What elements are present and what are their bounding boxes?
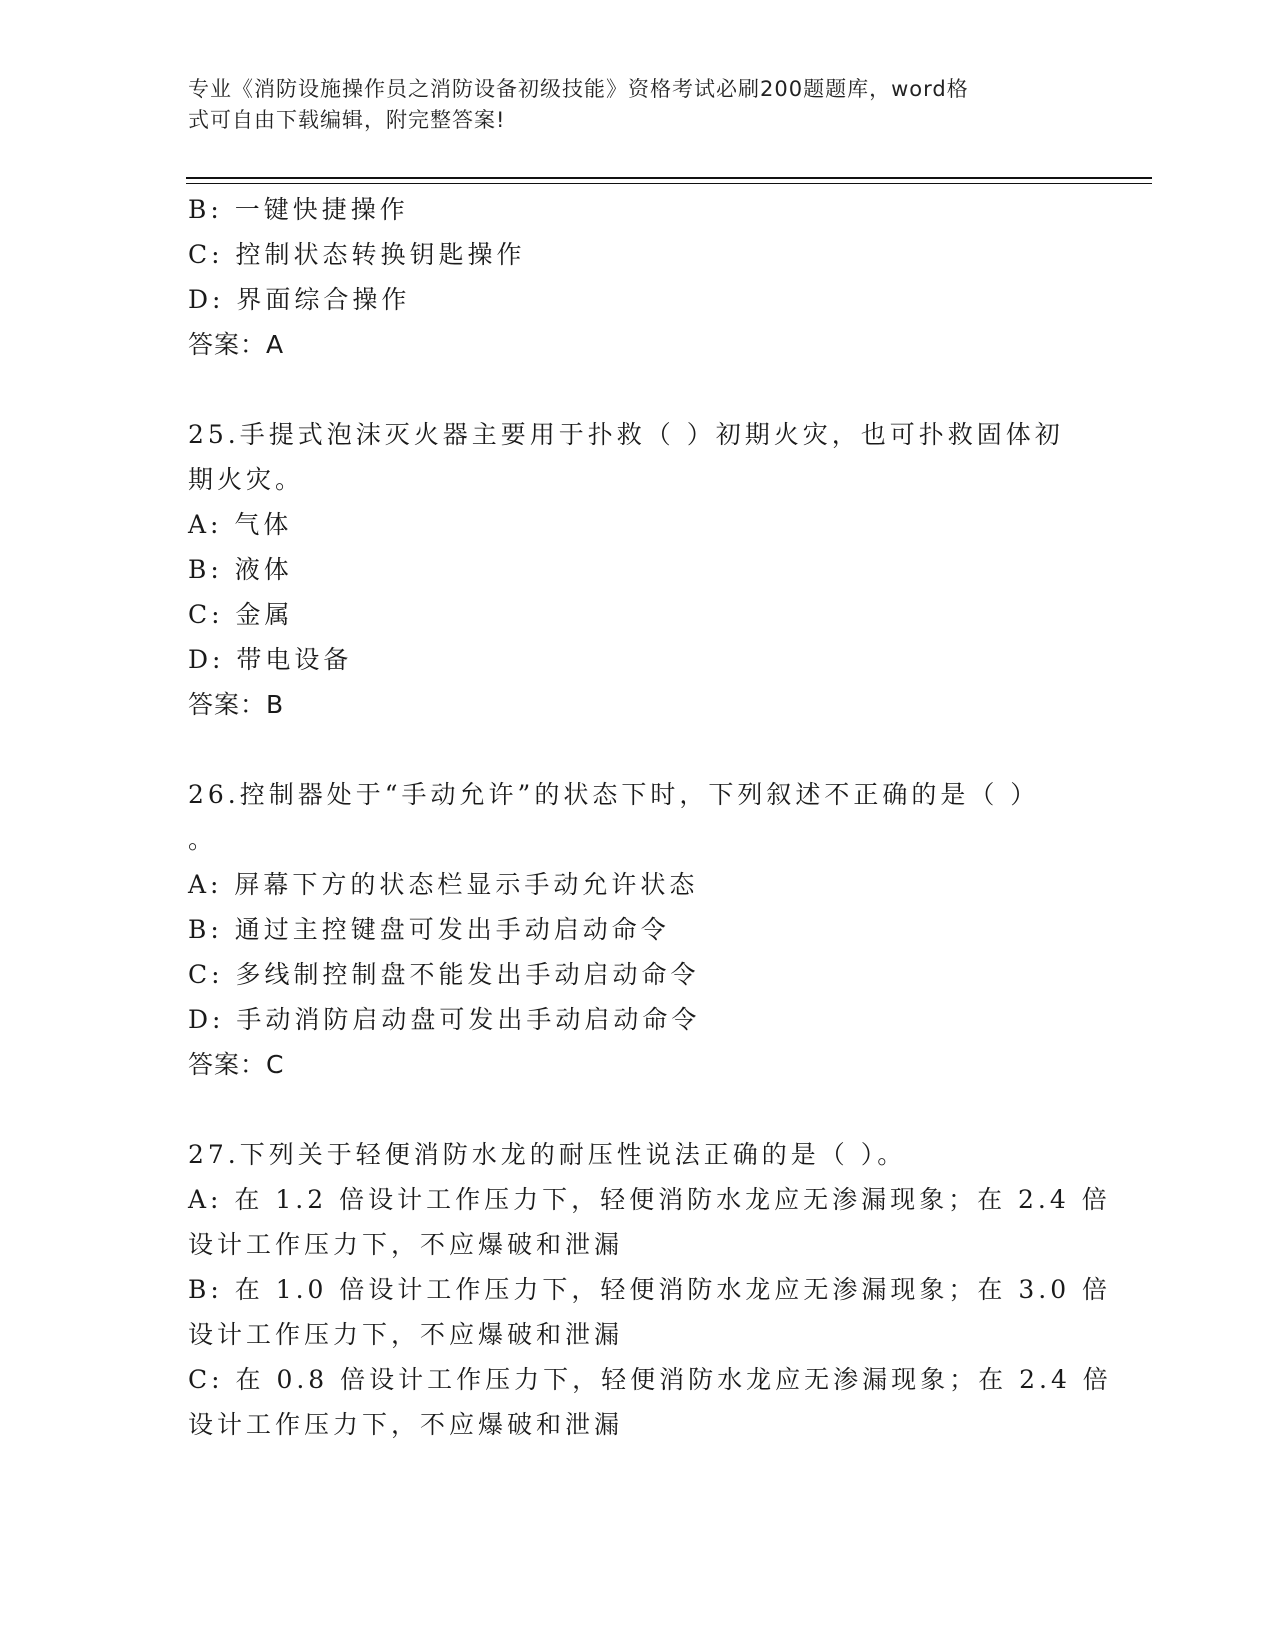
q27-stem: 27.下列关于轻便消防水龙的耐压性说法正确的是（ ）。 xyxy=(188,1140,907,1169)
q25-answer: 答案：B xyxy=(188,690,285,719)
q26-stem-line-2: 。 xyxy=(188,825,218,854)
q25-option-a: A: 气体 xyxy=(188,510,293,539)
q27-option-a-line-1: A: 在 1.2 倍设计工作压力下，轻便消防水龙应无渗漏现象；在 2.4 倍 xyxy=(188,1185,1111,1214)
q25-option-b: B: 液体 xyxy=(188,555,293,584)
header-line-2: 式可自由下载编辑，附完整答案! xyxy=(188,108,506,132)
q26-option-d: D: 手动消防启动盘可发出手动启动命令 xyxy=(188,1005,701,1034)
q26-option-a: A: 屏幕下方的状态栏显示手动允许状态 xyxy=(188,870,699,899)
header-rule-thick xyxy=(186,177,1152,179)
q26-option-b: B: 通过主控键盘可发出手动启动命令 xyxy=(188,915,670,944)
q26-option-c: C: 多线制控制盘不能发出手动启动命令 xyxy=(188,960,700,989)
q27-option-b-line-1: B: 在 1.0 倍设计工作压力下，轻便消防水龙应无渗漏现象；在 3.0 倍 xyxy=(188,1275,1112,1304)
q26-answer: 答案：C xyxy=(188,1050,285,1079)
q27-option-a-line-2: 设计工作压力下，不应爆破和泄漏 xyxy=(188,1230,624,1259)
page-header xyxy=(188,74,1068,136)
q27-option-b-line-2: 设计工作压力下，不应爆破和泄漏 xyxy=(188,1320,624,1349)
header-rule-thin xyxy=(186,183,1152,184)
q24-option-c: C: 控制状态转换钥匙操作 xyxy=(188,240,526,269)
q24-option-d: D: 界面综合操作 xyxy=(188,285,411,314)
q25-option-d: D: 带电设备 xyxy=(188,645,353,674)
q27-option-c-line-1: C: 在 0.8 倍设计工作压力下，轻便消防水龙应无渗漏现象；在 2.4 倍 xyxy=(188,1365,1112,1394)
q25-stem-line-2: 期火灾。 xyxy=(188,465,305,494)
q24-answer: 答案：A xyxy=(188,330,285,359)
q24-option-b: B: 一键快捷操作 xyxy=(188,195,409,224)
q25-stem-line-1: 25.手提式泡沫灭火器主要用于扑救（ ）初期火灾，也可扑救固体初 xyxy=(188,420,1064,449)
q27-option-c-line-2: 设计工作压力下，不应爆破和泄漏 xyxy=(188,1410,624,1439)
q26-stem-line-1: 26.控制器处于“手动允许”的状态下时，下列叙述不正确的是（ ） xyxy=(188,780,1040,809)
q25-option-c: C: 金属 xyxy=(188,600,294,629)
header-line-1: 专业《消防设施操作员之消防设备初级技能》资格考试必刷200题题库，word格 xyxy=(188,77,969,101)
